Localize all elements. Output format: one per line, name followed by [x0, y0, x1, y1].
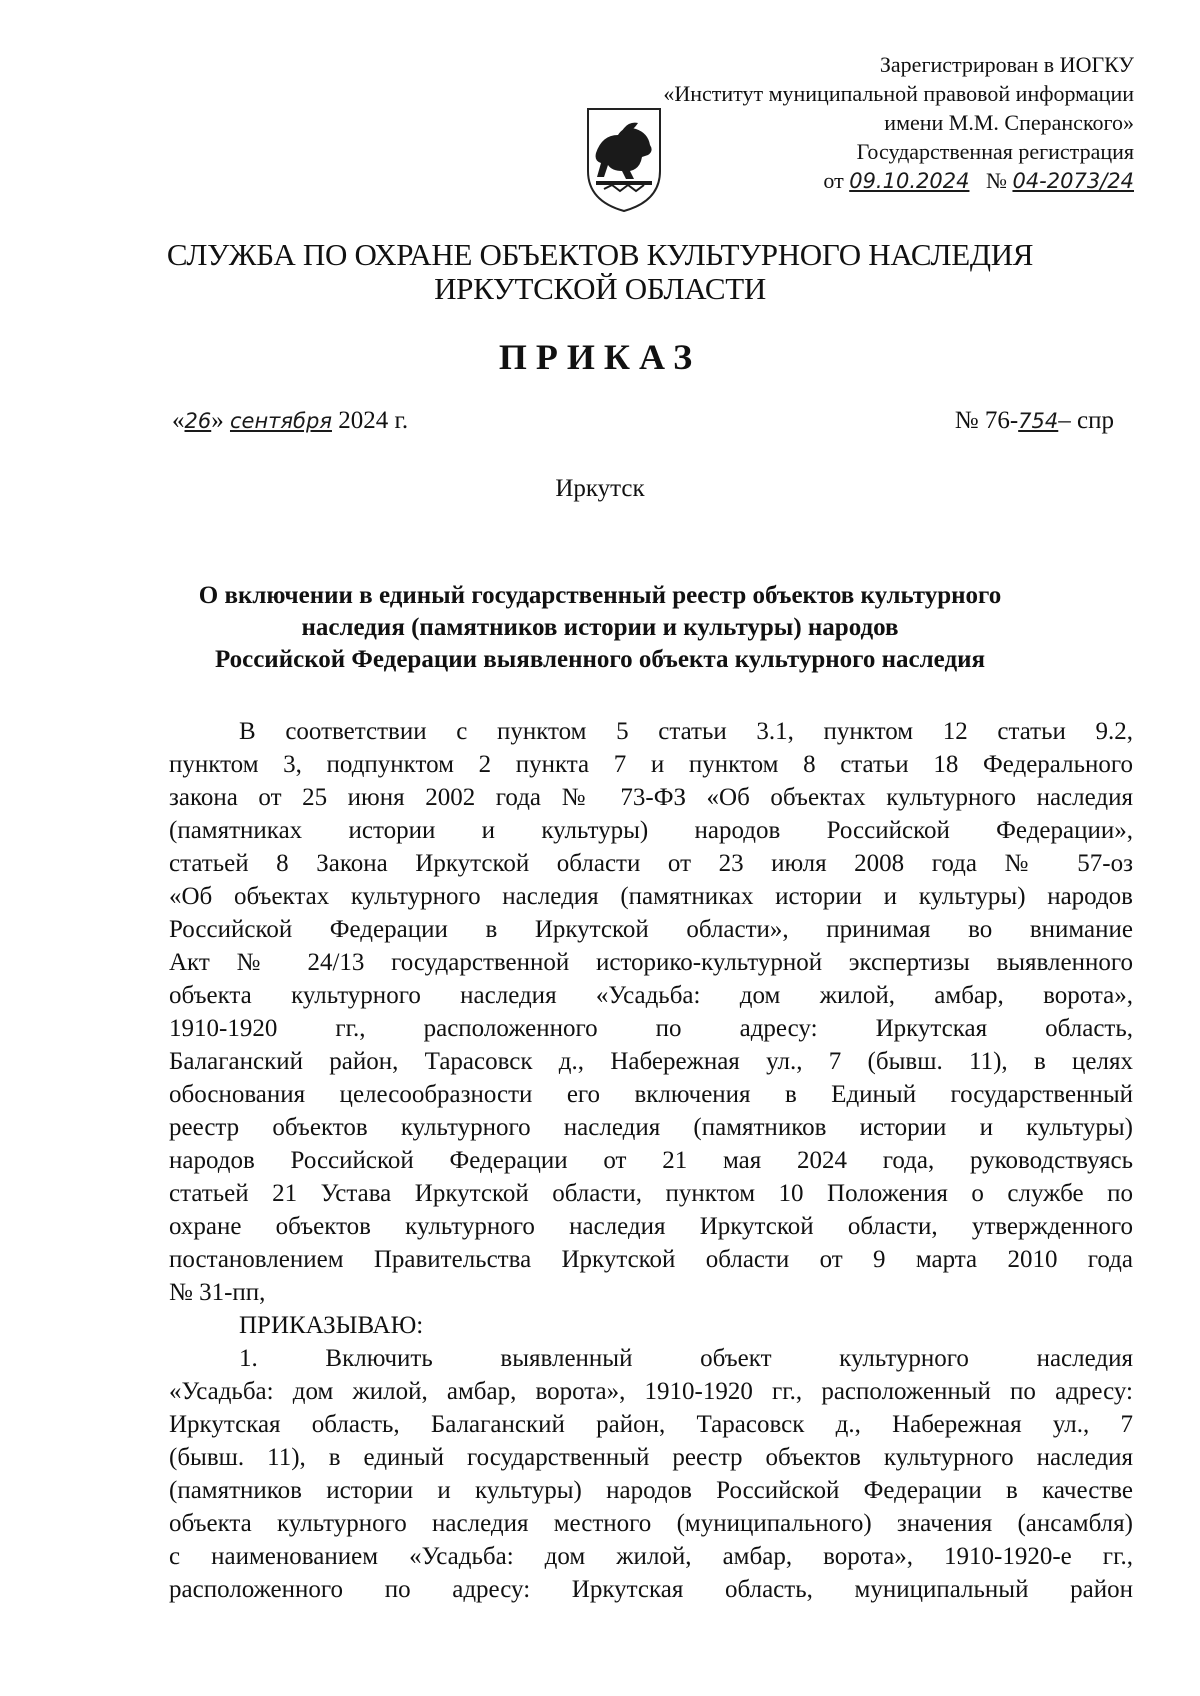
body-line: закона от 25 июня 2002 года № 73-ФЗ «Об объектах культурного наследия [169, 784, 1133, 811]
item-line: Иркутская область, Балаганский район, Тарасовск д., Набережная ул., 7 [169, 1411, 1133, 1438]
registration-from-label: от [823, 168, 844, 193]
body-line: 1910-1920 гг., расположенного по адресу: Иркутская область, [169, 1015, 1133, 1042]
body-line: обоснования целесообразности его включения в Единый государственный [169, 1081, 1133, 1108]
item-line: расположенного по адресу: Иркутская область, муниципальный район [169, 1576, 1133, 1603]
order-number [955, 407, 1114, 435]
body-line: № 31-пп, [169, 1279, 266, 1306]
agency-name-line-1: СЛУЖБА ПО ОХРАНЕ ОБЪЕКТОВ КУЛЬТУРНОГО НАСЛЕДИЯ [166, 237, 1034, 272]
body-line: Акт № 24/13 государственной историко-культурной экспертизы выявленного [169, 949, 1133, 976]
body-line: статьей 21 Устава Иркутской области, пунктом 10 Положения о службе по [169, 1180, 1133, 1207]
order-word: ПРИКАЗЫВАЮ: [239, 1312, 424, 1339]
order-date-open-quote: « [172, 407, 185, 434]
registration-line-3: имени М.М. Сперанского» [884, 110, 1134, 135]
document-body [169, 715, 1133, 1606]
body-line: Российской Федерации в Иркутской области», принимая во внимание [169, 916, 1133, 943]
heading-line-1: О включении в единый государственный реестр объектов культурного [198, 582, 1002, 609]
registration-number: 04-2073/24 [1012, 169, 1134, 193]
body-line: В соответствии с пунктом 5 статьи 3.1, пунктом 12 статьи 9.2, [239, 718, 1133, 745]
order-number-value: 754 [1018, 409, 1059, 433]
heading-line-3: Российской Федерации выявленного объекта культурного наследия [214, 646, 986, 673]
document-heading [150, 580, 1050, 676]
order-date-month: сентября [229, 409, 332, 433]
body-line: охране объектов культурного наследия Иркутской области, утвержденного [169, 1213, 1133, 1240]
city-name: Иркутск [555, 475, 645, 502]
item-line: с наименованием «Усадьба: дом жилой, амбар, ворота», 1910-1920-е гг., [169, 1543, 1133, 1570]
document-type-title: ПРИКАЗ [498, 337, 702, 377]
registration-stamp [574, 50, 1134, 196]
item-line: «Усадьба: дом жилой, амбар, ворота», 1910-1920 гг., расположенный по адресу: [169, 1378, 1133, 1405]
order-date-day: 26 [184, 409, 212, 433]
registration-line-4: Государственная регистрация [856, 139, 1134, 164]
registration-number-label: № [985, 168, 1007, 193]
item-line: 1. Включить выявленный объект культурного наследия [239, 1345, 1133, 1372]
body-line: статьей 8 Закона Иркутской области от 23 июля 2008 года № 57-оз [169, 850, 1133, 877]
item-line: (памятников истории и культуры) народов Российской Федерации в качестве [169, 1477, 1133, 1504]
order-date [172, 407, 408, 435]
body-line: реестр объектов культурного наследия (памятников истории и культуры) [169, 1114, 1133, 1141]
item-line: объекта культурного наследия местного (муниципального) значения (ансамбля) [169, 1510, 1133, 1537]
registration-date-line [574, 166, 1134, 196]
body-line: «Об объектах культурного наследия (памятниках истории и культуры) народов [169, 883, 1133, 910]
order-date-year: 2024 г. [338, 407, 409, 434]
registration-date: 09.10.2024 [849, 169, 970, 193]
item-line: (бывш. 11), в единый государственный реестр объектов культурного наследия [169, 1444, 1133, 1471]
heading-line-2: наследия (памятников истории и культуры) народов [301, 614, 899, 641]
agency-name-line-2: ИРКУТСКОЙ ОБЛАСТИ [434, 271, 766, 306]
order-number-suffix: – спр [1058, 407, 1114, 434]
body-line: пунктом 3, подпунктом 2 пункта 7 и пунктом 8 статьи 18 Федерального [169, 751, 1133, 778]
order-number-prefix: № 76- [954, 407, 1019, 434]
body-line: (памятниках истории и культуры) народов Российской Федерации», [169, 817, 1133, 844]
registration-line-1: Зарегистрирован в ИОГКУ [879, 52, 1134, 77]
body-line: народов Российской Федерации от 21 мая 2024 года, руководствуясь [169, 1147, 1133, 1174]
order-date-close-quote: » [211, 407, 224, 434]
body-line: постановлением Правительства Иркутской области от 9 марта 2010 года [169, 1246, 1133, 1273]
registration-line-2: «Институт муниципальной правовой информации [663, 81, 1134, 106]
agency-name [60, 238, 1140, 306]
body-line: Балаганский район, Тарасовск д., Набережная ул., 7 (бывш. 11), в целях [169, 1048, 1133, 1075]
body-line: объекта культурного наследия «Усадьба: дом жилой, амбар, ворота», [169, 982, 1133, 1009]
